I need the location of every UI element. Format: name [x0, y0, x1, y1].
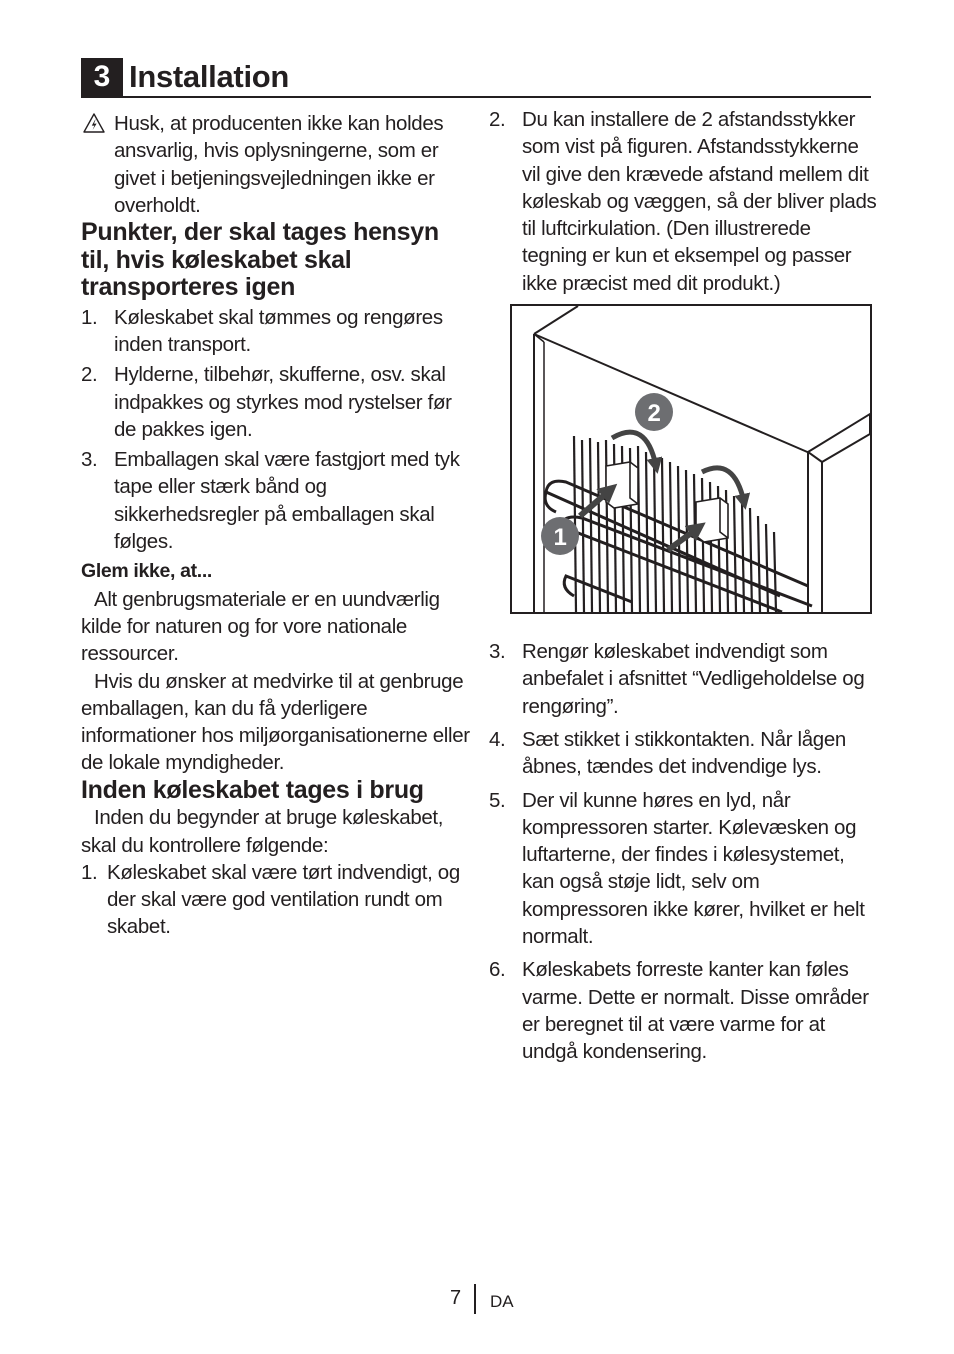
list-item — [81, 304, 471, 359]
item-text: Emballagen skal være fastgjort med tyk tape eller stærk bånd og sikkerhedsregler på emballagen skal følges. — [114, 448, 460, 554]
remember-paragraph-2: Hvis du ønsker at medvirke til at genbruge emballagen, kan du få yderligere informationer hos miljøorganisationerne eller de lokale myndigheder. — [81, 669, 470, 775]
list-item — [81, 446, 471, 555]
item-number: 2. — [81, 363, 98, 387]
list-item — [489, 787, 879, 951]
item-text: Sæt stikket i stikkontakten. Når lågen åbnes, tændes det indvendige lys. — [522, 727, 846, 779]
chapter-title: Installation — [129, 59, 290, 94]
warning-icon — [83, 113, 105, 133]
item-text: Du kan installere de 2 afstandsstykker som vist på figuren. Afstandsstykkerne vil give den krævede afstand mellem dit køleskab og væggen, så der bliver plads til luftcirkulation. (Den illustrerede tegning er kun et eksempel og passer ikke præcist med dit produkt.) — [522, 108, 877, 295]
list-item — [489, 638, 879, 720]
warning-note — [81, 110, 471, 219]
list-item — [489, 106, 879, 297]
item-text: Hylderne, tilbehør, skufferne, osv. skal indpakkes og styrkes mod rystelser før de pakkes igen. — [114, 363, 452, 441]
step-1-label: 1 — [553, 524, 567, 552]
spacer-installation-figure — [510, 304, 872, 614]
install-list-top — [489, 106, 879, 297]
chapter-header — [81, 56, 871, 98]
before-use-item — [81, 859, 471, 941]
transport-heading: Punkter, der skal tages hensyn til, hvis køleskabet skal transporteres igen — [81, 218, 439, 302]
item-text: Køleskabets forreste kanter kan føles varme. Dette er normalt. Disse områder er beregnet til at være varme for at undgå kondensering. — [522, 958, 869, 1064]
left-column — [81, 110, 471, 941]
item-number: 6. — [489, 958, 506, 982]
step-2-label: 2 — [647, 400, 661, 428]
item-number: 3. — [489, 640, 506, 664]
list-item — [489, 956, 879, 1065]
item-number: 5. — [489, 788, 506, 812]
language-code: DA — [490, 1292, 514, 1311]
item-number: 3. — [81, 448, 98, 472]
remember-paragraph-1: Alt genbrugsmateriale er en uundværlig kilde for naturen og for vore nationale ressourcer. — [81, 587, 440, 666]
item-text: Køleskabet skal tømmes og rengøres inden transport. — [114, 305, 443, 356]
item-number: 1. — [81, 305, 98, 329]
item-text: Der vil kunne høres en lyd, når kompressoren starter. Kølevæsken og luftarterne, der findes i kølesystemet, kan også støje lidt, selv om kompressoren ikke kører, hvilket er helt normalt. — [522, 788, 865, 949]
right-column — [489, 104, 879, 1069]
remember-heading: Glem ikke, at... — [81, 560, 212, 583]
install-list-bottom — [489, 638, 879, 1065]
item-number: 4. — [489, 727, 506, 751]
footer-divider — [474, 1284, 476, 1314]
item-text: Rengør køleskabet indvendigt som anbefalet i afsnittet “Vedligeholdelse og rengøring”. — [522, 640, 865, 718]
before-use-intro: Inden du begynder at bruge køleskabet, skal du kontrollere følgende: — [81, 806, 444, 857]
warning-text: Husk, at producenten ikke kan holdes ansvarlig, hvis oplysningerne, som er givet i betjeningsvejledningen ikke er overholdt. — [114, 112, 444, 217]
list-item — [489, 726, 879, 781]
item-text: Køleskabet skal være tørt indvendigt, og der skal være god ventilation rundt om skabet. — [107, 860, 460, 939]
transport-list — [81, 304, 471, 556]
chapter-number: 3 — [81, 58, 123, 96]
list-item — [81, 361, 471, 443]
page-number: 7 — [450, 1287, 462, 1309]
before-use-heading: Inden køleskabet tages i brug — [81, 775, 424, 804]
figure-drawing — [512, 306, 870, 612]
item-number: 2. — [489, 108, 506, 131]
item-number: 1. — [81, 860, 98, 884]
